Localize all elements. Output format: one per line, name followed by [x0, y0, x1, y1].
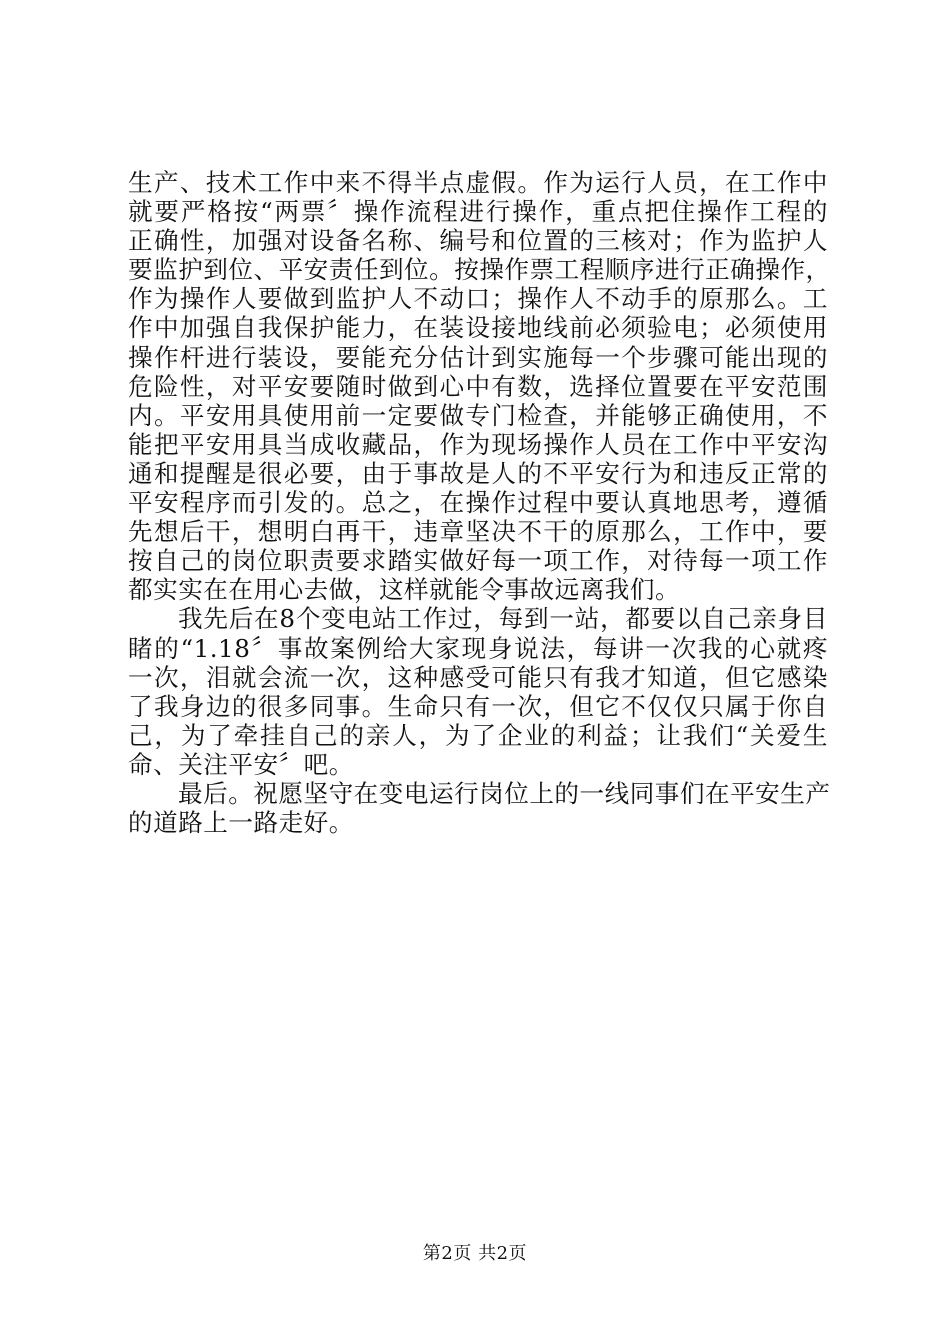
paragraph-3-line: 最后。祝愿坚守在变电运行岗位上的一线同事们在平安生产	[178, 778, 831, 808]
paragraph-1-line: 按自己的岗位职责要求踏实做好每一项工作，对待每一项工作	[128, 546, 828, 576]
paragraph-1-line: 要监护到位、平安责任到位。按操作票工程顺序进行正确操作，	[128, 255, 831, 285]
body-text	[128, 168, 831, 838]
paragraph-2-line: 命、关注平安〞吧。	[128, 749, 354, 779]
paragraph-1-line: 正确性，加强对设备名称、编号和位置的三核对；作为监护人	[128, 226, 828, 256]
paragraph-1-line: 能把平安用具当成收藏品，作为现场操作人员在工作中平安沟	[128, 429, 828, 459]
paragraph-1-line: 操作杆进行装设，要能充分估计到实施每一个步骤可能出现的	[128, 342, 828, 372]
paragraph-1-line: 作中加强自我保护能力，在装设接地线前必须验电；必须使用	[128, 313, 828, 343]
paragraph-1-line: 作为操作人要做到监护人不动口；操作人不动手的原那么。工	[128, 284, 828, 314]
paragraph-3-line: 的道路上一路走好。	[128, 808, 354, 838]
paragraph-1-line: 平安程序而引发的。总之，在操作过程中要认真地思考，遵循	[128, 488, 828, 518]
paragraph-1-line: 就要严格按“两票〞操作流程进行操作，重点把住操作工程的	[128, 197, 828, 227]
paragraph-2-line: 己，为了牵挂自己的亲人，为了企业的利益；让我们“关爱生	[128, 720, 828, 750]
paragraph-1-line: 危险性，对平安要随时做到心中有数，选择位置要在平安范围	[128, 371, 828, 401]
paragraph-2-line: 我先后在8个变电站工作过，每到一站，都要以自己亲身目	[178, 604, 828, 634]
page-number-label: 第2页 共2页	[422, 1243, 528, 1264]
paragraph-1-line: 通和提醒是很必要，由于事故是人的不平安行为和违反正常的	[128, 458, 828, 488]
paragraph-1-line: 生产、技术工作中来不得半点虚假。作为运行人员，在工作中	[128, 168, 828, 197]
paragraph-2-line: 一次，泪就会流一次，这种感受可能只有我才知道，但它感染	[128, 662, 828, 692]
paragraph-1-line: 内。平安用具使用前一定要做专门检查，并能够正确使用，不	[128, 400, 828, 430]
page-footer	[0, 1243, 950, 1265]
paragraph-2-line: 睹的“1.18〞事故案例给大家现身说法，每讲一次我的心就疼	[128, 633, 828, 663]
paragraph-2-line: 了我身边的很多同事。生命只有一次，但它不仅仅只属于你自	[128, 691, 828, 721]
paragraph-1-line: 先想后干，想明白再干，违章坚决不干的原那么，工作中，要	[128, 517, 828, 547]
paragraph-1-line: 都实实在在用心去做，这样就能令事故远离我们。	[128, 575, 681, 605]
